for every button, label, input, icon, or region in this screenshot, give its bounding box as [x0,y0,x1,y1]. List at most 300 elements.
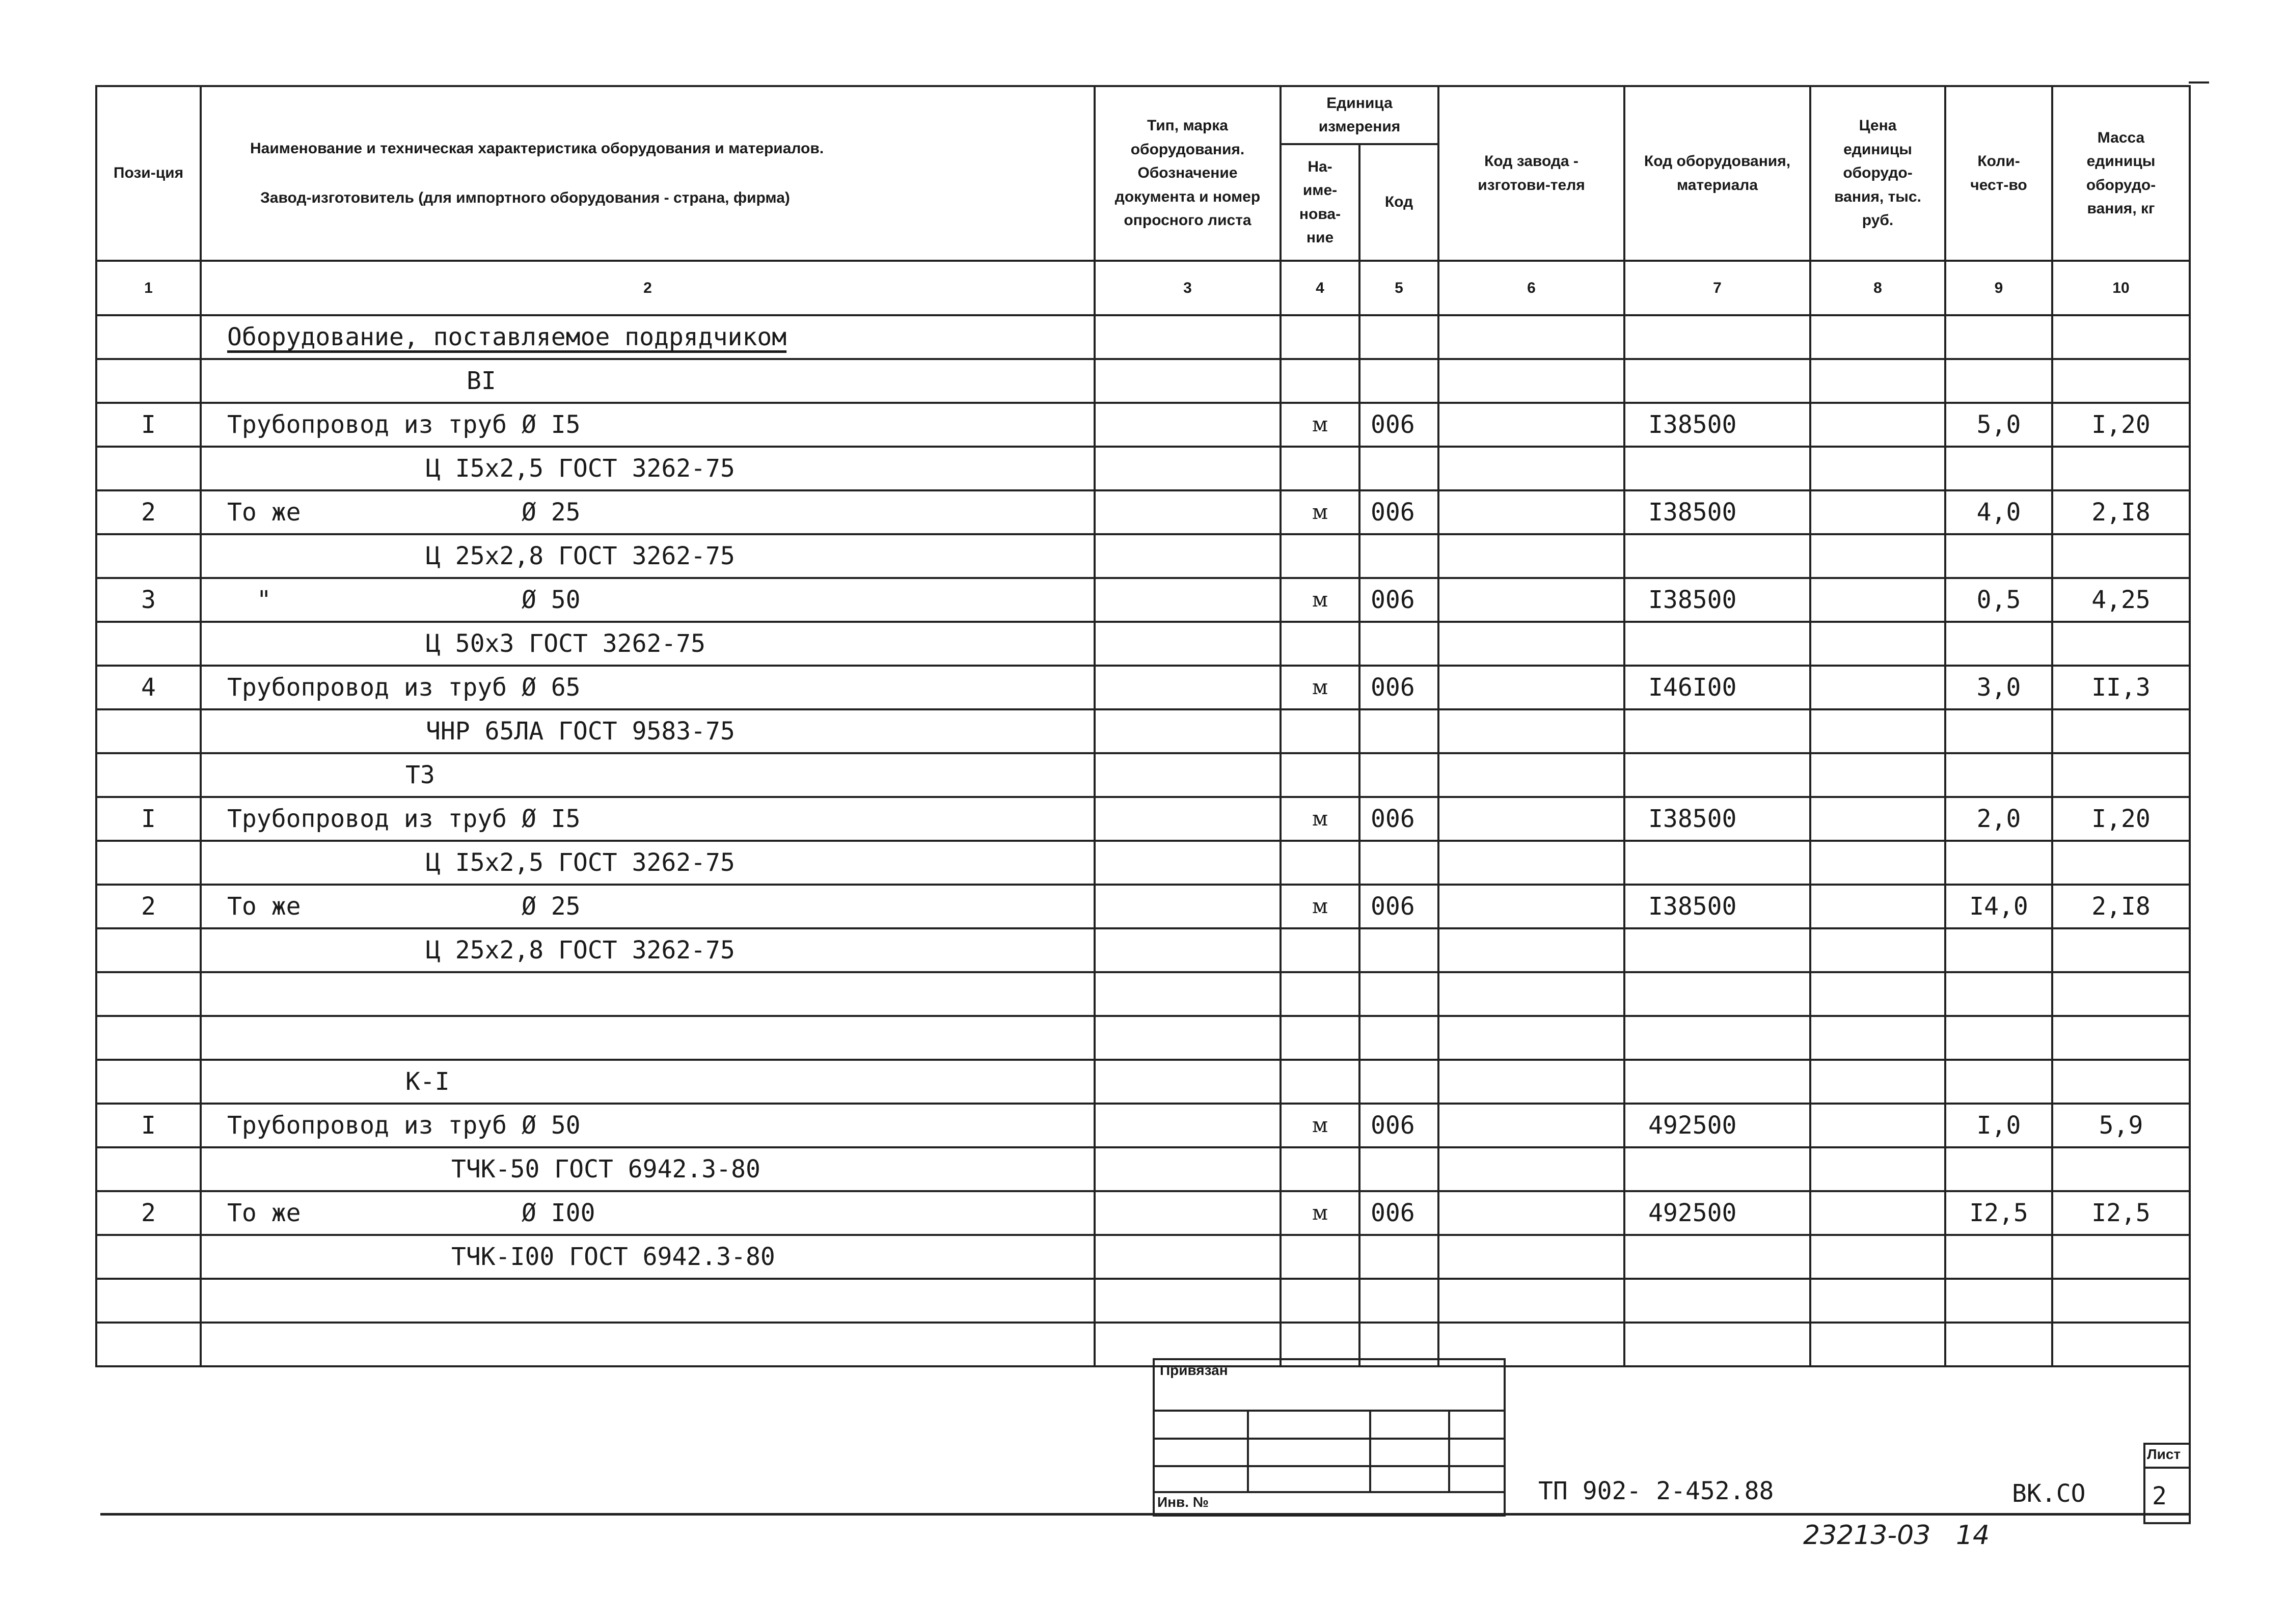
factory-code-cell [1438,1279,1624,1323]
header-unit-name: На-име-нова-ние [1281,144,1359,261]
mass-text: II,3 [2091,673,2151,702]
quantity-cell [1945,1191,2052,1235]
position-text: 2 [141,892,156,921]
material-code-text: 492500 [1648,1199,1737,1227]
name-cell [201,797,1095,841]
name-cell [201,753,1095,797]
unit-name-text: м [1312,1114,1328,1137]
material-code-text: I38500 [1648,892,1737,921]
column-number: 10 [2052,261,2190,315]
factory-code-cell [1438,578,1624,622]
mass-cell [2052,1235,2190,1279]
unit-name-cell [1281,1016,1359,1060]
type-cell [1095,1279,1281,1323]
header-unit-code: Код [1359,144,1438,261]
table-row [96,534,2190,578]
unit-name-cell [1281,928,1359,972]
quantity-cell [1945,403,2052,447]
type-cell [1095,1016,1281,1060]
name-text: BI [467,367,496,395]
header-price: Цена единицы оборудо-вания, тыс. руб. [1810,86,1945,261]
quantity-cell [1945,490,2052,534]
type-cell [1095,928,1281,972]
column-number: 6 [1438,261,1624,315]
mass-cell [2052,753,2190,797]
unit-code-cell [1359,359,1438,403]
table-row [96,359,2190,403]
quantity-text: I,0 [1976,1111,2021,1140]
quantity-cell [1945,972,2052,1016]
position-cell [96,534,201,578]
material-code-cell [1624,490,1810,534]
position-cell [96,666,201,709]
column-number: 3 [1095,261,1281,315]
table-row [96,578,2190,622]
position-cell [96,709,201,753]
quantity-cell [1945,1235,2052,1279]
mass-cell [2052,1104,2190,1147]
unit-code-cell [1359,797,1438,841]
sheet-box-line [2143,1467,2191,1469]
quantity-text: I2,5 [1969,1199,2028,1227]
mass-cell [2052,666,2190,709]
price-cell [1810,1191,1945,1235]
mass-text: 2,I8 [2091,498,2151,527]
frame-line-right [2189,85,2191,1524]
position-text: 2 [141,498,156,527]
name-text: То же Ø 25 [227,498,581,527]
name-text: ЧНР 65ЛА ГОСТ 9583-75 [426,717,735,746]
name-text: То же Ø 25 [227,892,581,921]
name-text: Трубопровод из труб Ø 65 [227,673,581,702]
sheet-label: Лист [2147,1446,2181,1462]
unit-name-cell [1281,666,1359,709]
column-number: 7 [1624,261,1810,315]
material-code-cell [1624,1147,1810,1191]
unit-code-cell [1359,753,1438,797]
unit-code-text: 006 [1371,1199,1415,1227]
unit-code-cell [1359,1104,1438,1147]
table-row [96,1016,2190,1060]
unit-name-cell [1281,403,1359,447]
position-text: 2 [141,1199,156,1227]
column-number: 2 [201,261,1095,315]
material-code-cell [1624,1104,1810,1147]
type-cell [1095,315,1281,359]
mass-cell [2052,1016,2190,1060]
table-row [96,753,2190,797]
factory-code-cell [1438,1191,1624,1235]
unit-name-cell [1281,490,1359,534]
position-cell [96,972,201,1016]
price-cell [1810,666,1945,709]
material-code-cell [1624,797,1810,841]
type-cell [1095,622,1281,666]
mass-cell [2052,709,2190,753]
table-row [96,315,2190,359]
quantity-cell [1945,622,2052,666]
factory-code-cell [1438,1104,1624,1147]
name-cell [201,666,1095,709]
name-cell [201,1235,1095,1279]
sheet-box-line [2143,1443,2145,1524]
position-cell [96,1323,201,1366]
unit-name-cell [1281,797,1359,841]
mass-cell [2052,315,2190,359]
sheet-number: 2 [2152,1482,2167,1510]
unit-name-cell [1281,447,1359,490]
material-code-cell [1624,359,1810,403]
material-code-cell [1624,709,1810,753]
material-code-cell [1624,666,1810,709]
document-code: ТП 902- 2-452.88 [1538,1477,1774,1505]
type-cell [1095,709,1281,753]
column-number: 1 [96,261,201,315]
table-row [96,928,2190,972]
mass-text: 5,9 [2099,1111,2143,1140]
factory-code-cell [1438,797,1624,841]
name-cell [201,1191,1095,1235]
table-row [96,841,2190,885]
type-cell [1095,1235,1281,1279]
name-text: ТЧК-I00 ГОСТ 6942.3-80 [451,1243,775,1271]
mass-cell [2052,1147,2190,1191]
position-cell [96,1279,201,1323]
material-code-cell [1624,1016,1810,1060]
quantity-cell [1945,447,2052,490]
unit-code-cell [1359,1235,1438,1279]
position-cell [96,797,201,841]
quantity-cell [1945,841,2052,885]
mass-cell [2052,841,2190,885]
type-cell [1095,1147,1281,1191]
position-text: I [141,805,156,833]
position-text: I [141,410,156,439]
position-text: I [141,1111,156,1140]
unit-code-cell [1359,1147,1438,1191]
material-code-cell [1624,578,1810,622]
sheet-box-line [2143,1522,2191,1524]
name-text: K-I [405,1067,450,1096]
name-cell [201,928,1095,972]
mass-cell [2052,972,2190,1016]
column-number: 8 [1810,261,1945,315]
header-unit-group: Единица измерения [1281,86,1438,144]
inventory-label: Инв. № [1157,1494,1209,1510]
material-code-text: 492500 [1648,1111,1737,1140]
price-cell [1810,841,1945,885]
price-cell [1810,1016,1945,1060]
name-text: Трубопровод из труб Ø I5 [227,410,581,439]
header-name-line1: Наименование и техническая характеристика оборудования и материалов. [250,140,824,157]
name-text: Ц 25x2,8 ГОСТ 3262-75 [426,542,735,570]
table-row [96,709,2190,753]
column-number: 4 [1281,261,1359,315]
price-cell [1810,1060,1945,1104]
price-cell [1810,622,1945,666]
price-cell [1810,578,1945,622]
position-cell [96,359,201,403]
unit-name-text: м [1312,1201,1328,1225]
factory-code-cell [1438,315,1624,359]
price-cell [1810,534,1945,578]
name-cell [201,622,1095,666]
position-cell [96,753,201,797]
name-text: Ц 25x2,8 ГОСТ 3262-75 [426,936,735,965]
factory-code-cell [1438,753,1624,797]
table-row [96,447,2190,490]
name-text: " Ø 50 [227,586,581,614]
mass-cell [2052,1323,2190,1366]
quantity-cell [1945,534,2052,578]
unit-name-text: м [1312,895,1328,918]
unit-code-text: 006 [1371,673,1415,702]
material-code-cell [1624,841,1810,885]
unit-code-cell [1359,709,1438,753]
table-row [96,1104,2190,1147]
type-cell [1095,1060,1281,1104]
mass-cell [2052,403,2190,447]
mass-cell [2052,534,2190,578]
factory-code-cell [1438,709,1624,753]
position-cell [96,447,201,490]
name-cell [201,315,1095,359]
factory-code-cell [1438,447,1624,490]
stamp-line [1153,1410,1504,1412]
table-row [96,622,2190,666]
mass-cell [2052,1279,2190,1323]
table-row [96,1060,2190,1104]
name-text: Ц I5x2,5 ГОСТ 3262-75 [426,454,735,483]
name-text: T3 [405,761,435,789]
header-quantity: Коли-чест-во [1945,86,2052,261]
position-cell [96,315,201,359]
unit-code-cell [1359,490,1438,534]
price-cell [1810,1235,1945,1279]
name-cell [201,1060,1095,1104]
price-cell [1810,797,1945,841]
material-code-text: I38500 [1648,586,1737,614]
mass-text: I,20 [2091,410,2151,439]
unit-code-text: 006 [1371,805,1415,833]
position-cell [96,1191,201,1235]
quantity-cell [1945,1016,2052,1060]
material-code-cell [1624,885,1810,928]
type-cell [1095,490,1281,534]
quantity-cell [1945,797,2052,841]
frame-line-bottom [100,1513,2191,1516]
name-text: Оборудование, поставляемое подрядчиком [227,323,787,351]
material-code-text: I38500 [1648,410,1737,439]
name-cell [201,1279,1095,1323]
unit-name-cell [1281,1279,1359,1323]
price-cell [1810,447,1945,490]
unit-code-cell [1359,885,1438,928]
mass-cell [2052,447,2190,490]
unit-name-cell [1281,315,1359,359]
name-text: ТЧК-50 ГОСТ 6942.3-80 [451,1155,760,1183]
quantity-cell [1945,709,2052,753]
table-row [96,885,2190,928]
stamp-line [1448,1410,1450,1493]
table-row [96,403,2190,447]
quantity-cell [1945,1323,2052,1366]
position-cell [96,578,201,622]
unit-code-cell [1359,534,1438,578]
type-cell [1095,447,1281,490]
header-position: Пози-ция [96,86,201,261]
table-row [96,1235,2190,1279]
factory-code-cell [1438,1147,1624,1191]
table-row [96,797,2190,841]
factory-code-cell [1438,885,1624,928]
unit-name-cell [1281,972,1359,1016]
mass-cell [2052,490,2190,534]
position-cell [96,841,201,885]
price-cell [1810,490,1945,534]
table-row [96,490,2190,534]
price-cell [1810,1323,1945,1366]
name-cell [201,1104,1095,1147]
unit-name-cell [1281,534,1359,578]
quantity-cell [1945,753,2052,797]
name-cell [201,972,1095,1016]
price-cell [1810,1147,1945,1191]
unit-code-cell [1359,447,1438,490]
quantity-text: I4,0 [1969,892,2028,921]
unit-name-cell [1281,753,1359,797]
unit-code-text: 006 [1371,1111,1415,1140]
position-cell [96,1016,201,1060]
factory-code-cell [1438,403,1624,447]
stamp-line [1153,1491,1504,1493]
unit-name-cell [1281,1060,1359,1104]
unit-code-cell [1359,972,1438,1016]
unit-name-text: м [1312,807,1328,831]
unit-code-cell [1359,403,1438,447]
type-cell [1095,403,1281,447]
mass-cell [2052,885,2190,928]
header-name-line2: Завод-изготовитель (для импортного оборудования - страна, фирма) [260,189,790,206]
name-cell [201,1323,1095,1366]
unit-name-cell [1281,1191,1359,1235]
unit-code-cell [1359,1191,1438,1235]
unit-code-cell [1359,1279,1438,1323]
name-cell [201,1016,1095,1060]
unit-code-cell [1359,622,1438,666]
unit-name-cell [1281,1147,1359,1191]
unit-code-cell [1359,1060,1438,1104]
quantity-text: 3,0 [1976,673,2021,702]
price-cell [1810,359,1945,403]
unit-name-cell [1281,1235,1359,1279]
name-text: Ц I5x2,5 ГОСТ 3262-75 [426,848,735,877]
unit-code-cell [1359,1016,1438,1060]
material-code-cell [1624,1060,1810,1104]
type-cell [1095,534,1281,578]
unit-name-cell [1281,1104,1359,1147]
factory-code-cell [1438,534,1624,578]
type-cell [1095,753,1281,797]
specification-sheet [95,85,2189,1343]
material-code-cell [1624,403,1810,447]
name-cell [201,885,1095,928]
mass-cell [2052,359,2190,403]
name-cell [201,534,1095,578]
specification-table [95,85,2191,1367]
quantity-text: 0,5 [1976,586,2021,614]
name-cell [201,709,1095,753]
factory-code-cell [1438,1235,1624,1279]
quantity-text: 5,0 [1976,410,2021,439]
material-code-cell [1624,972,1810,1016]
material-code-cell [1624,928,1810,972]
unit-code-cell [1359,928,1438,972]
quantity-cell [1945,666,2052,709]
factory-code-cell [1438,666,1624,709]
name-cell [201,1147,1095,1191]
sheet-code: ВК.СО [2012,1479,2086,1508]
position-cell [96,490,201,534]
attached-label: Привязан [1160,1362,1228,1378]
column-numbers-row [96,261,2190,315]
factory-code-cell [1438,841,1624,885]
material-code-cell [1624,1323,1810,1366]
mass-cell [2052,578,2190,622]
position-cell [96,403,201,447]
price-cell [1810,972,1945,1016]
mass-text: 2,I8 [2091,892,2151,921]
type-cell [1095,885,1281,928]
factory-code-cell [1438,359,1624,403]
unit-name-cell [1281,622,1359,666]
table-row [96,666,2190,709]
name-cell [201,841,1095,885]
unit-code-text: 006 [1371,892,1415,921]
name-cell [201,490,1095,534]
material-code-cell [1624,753,1810,797]
unit-name-cell [1281,709,1359,753]
mass-cell [2052,797,2190,841]
quantity-cell [1945,928,2052,972]
type-cell [1095,1104,1281,1147]
material-code-text: I38500 [1648,805,1737,833]
quantity-cell [1945,1279,2052,1323]
header-type: Тип, марка оборудования. Обозначение документа и номер опросного листа [1095,86,1281,261]
stamp-line [1153,1438,1504,1440]
table-row [96,1323,2190,1366]
unit-code-text: 006 [1371,586,1415,614]
type-cell [1095,666,1281,709]
position-text: 3 [141,586,156,614]
position-cell [96,885,201,928]
column-number: 5 [1359,261,1438,315]
factory-code-cell [1438,1060,1624,1104]
factory-code-cell [1438,1016,1624,1060]
material-code-cell [1624,447,1810,490]
handwritten-number: 23213-03 14 [1803,1520,1990,1551]
mass-cell [2052,622,2190,666]
mass-text: I,20 [2091,805,2151,833]
quantity-cell [1945,1104,2052,1147]
unit-code-cell [1359,841,1438,885]
factory-code-cell [1438,972,1624,1016]
unit-name-text: м [1312,676,1328,699]
type-cell [1095,578,1281,622]
material-code-text: I38500 [1648,498,1737,527]
material-code-cell [1624,534,1810,578]
quantity-text: 4,0 [1976,498,2021,527]
